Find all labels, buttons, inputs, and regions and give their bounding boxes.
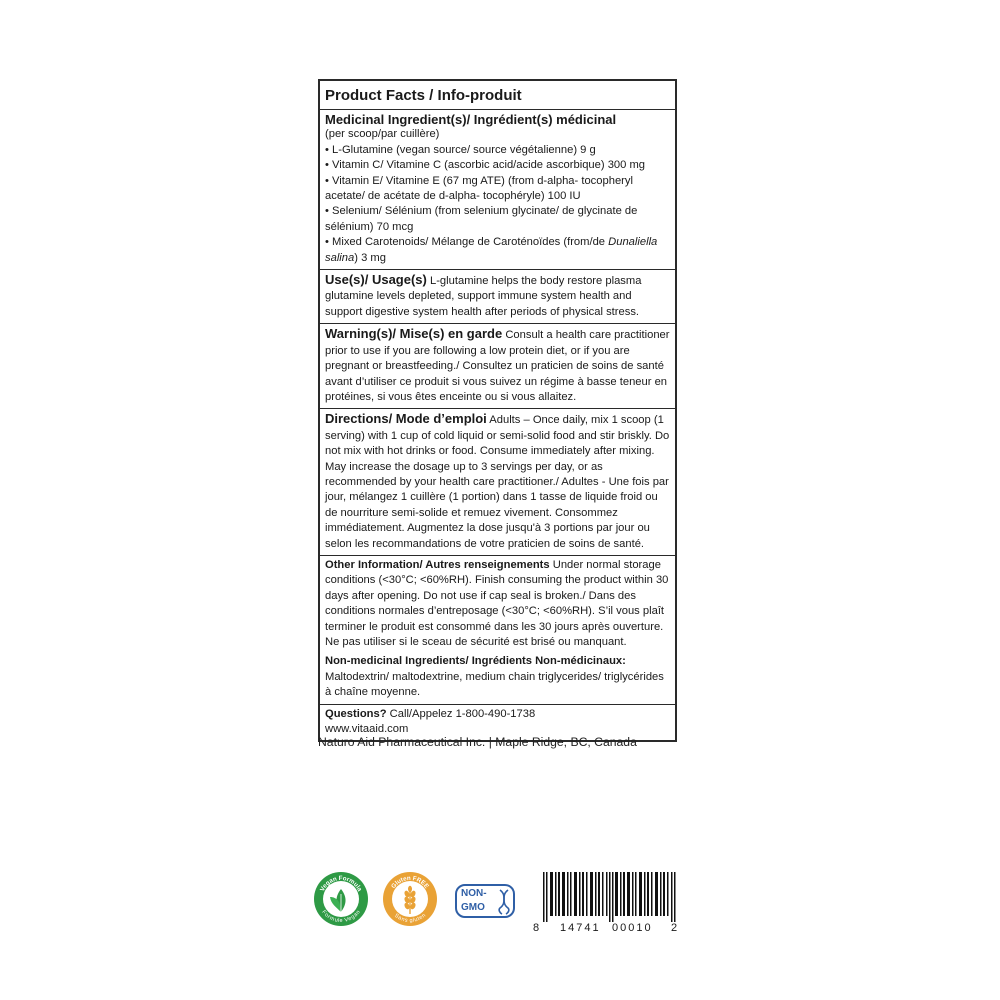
barcode-digits-group2: 00010 (612, 922, 653, 934)
directions-section (320, 409, 675, 556)
gluten-free-badge (383, 872, 437, 926)
per-scoop-note: (per scoop/par cuillère) (325, 128, 440, 141)
svg-text:Sans gluten (393, 913, 427, 924)
leaf-icon (330, 889, 346, 912)
ingredient-line: • Selenium/ Sélénium (from selenium glycinate/ de glycinate de (325, 205, 638, 218)
ingredient-line: • Vitamin C/ Vitamine C (ascorbic acid/acide ascorbique) 300 mg (325, 159, 646, 172)
use-text: L-glutamine helps the body restore plasma glutamine levels depleted, support immune system health and support digestive system health after periods of physical stress. (325, 275, 642, 318)
barcode-digit-right: 2 (671, 922, 678, 934)
barcode-digit-left: 8 (533, 922, 540, 934)
barcode (543, 872, 683, 922)
non-gmo-text-2: GMO (461, 902, 485, 913)
ingredient-line: • L-Glutamine (vegan source/ source végétalienne) 9 g (325, 143, 596, 156)
dna-icon (497, 889, 511, 915)
directions-heading: Directions/ Mode d’emploi (325, 411, 487, 427)
warning-heading: Warning(s)/ Mise(s) en garde (325, 326, 503, 342)
non-gmo-badge (455, 884, 515, 918)
ingredient-line: • Vitamin E/ Vitamine E (67 mg ATE) (from d-alpha- tocopheryl (325, 174, 633, 187)
other-info-section (320, 556, 675, 705)
barcode-digits-group1: 14741 (560, 922, 601, 934)
questions-heading: Questions? (325, 707, 387, 720)
vegan-bottom-text: Formule Vegan (320, 909, 362, 925)
nonmedicinal-text: Maltodextrin/ maltodextrine, medium chain triglycerides/ triglycérides à chaîne moyenne. (325, 670, 664, 699)
other-info-heading: Other Information/ Autres renseignements (325, 558, 550, 571)
wheat-icon (403, 886, 416, 914)
non-gmo-text-1: NON- (461, 888, 487, 899)
panel-title: Product Facts / Info-produit (320, 81, 675, 110)
warning-section (320, 324, 675, 409)
product-facts-panel (318, 79, 677, 742)
directions-text: Adults – Once daily, mix 1 scoop (1 serving) with 1 cup of cold liquid or semi-solid food and stir briskly. Do not mix with hot drinks or food. Consume immediately after mixing. May increase the dosage up to 3 servings per day, or as recommended by your health care practitioner./ Adultes - Une fois par jour, mélangez 1 cuillère (1 portion) dans 1 tasse de liquide froid ou de nourriture semi-solide et remuez vivement. Consommez immédiatement. Augmentez la dose jusqu'à 3 portions par jour ou selon les recommandations de votre praticien de soins de santé. (325, 414, 670, 550)
ingredient-line: acetate/ de acétate de d-alpha- tocophéryle) 100 IU (325, 190, 581, 203)
medicinal-section (320, 110, 675, 270)
company-footer: Naturo Aid Pharmaceutical Inc. | Maple Ridge, BC, Canada (318, 735, 637, 749)
use-heading: Use(s)/ Usage(s) (325, 272, 427, 288)
use-section (320, 270, 675, 324)
nonmedicinal-heading: Non-medicinal Ingredients/ Ingrédients Non-médicinaux: (325, 655, 626, 668)
questions-phone: Call/Appelez 1-800-490-1738 (386, 707, 536, 720)
ingredient-line: • Mixed Carotenoids/ Mélange de Caroténoïdes (from/de Dunaliella (325, 236, 658, 249)
warning-text: Consult a health care practitioner prior to use if you are following a low protein diet, or if you are pregnant or breastfeeding./ Consultez un praticien de soins de santé avant d’utiliser ce produit si vous suivez un régime à basse teneur en protéines, si vous êtes enceinte ou si vous allaitez. (325, 329, 670, 403)
website-link[interactable]: www.vitaaid.com (325, 723, 409, 736)
ingredient-line: sélénium) 70 mcg (325, 220, 414, 233)
gf-bottom-text: Sans gluten (393, 912, 428, 925)
vegan-formula-badge (314, 872, 368, 926)
other-info-text: Under normal storage conditions (<30°C; <60%RH). Finish consuming the product within 30 days after opening. Do not use if cap seal is broken./ Dans des conditions normales d’entreposage (<30°C; <60%RH). S’il vous plaît terminer le produit est consommé dans les 30 jours après ouverture. Ne pas utiliser si le sceau de sécurité est brisé ou manquant. (325, 558, 669, 648)
gf-top-text: Gluten FREE (389, 874, 431, 890)
vegan-top-text: Vegan Formula (318, 874, 364, 893)
medicinal-heading: Medicinal Ingredient(s)/ Ingrédient(s) médicinal (325, 112, 617, 127)
ingredient-line: salina) 3 mg (325, 251, 386, 264)
